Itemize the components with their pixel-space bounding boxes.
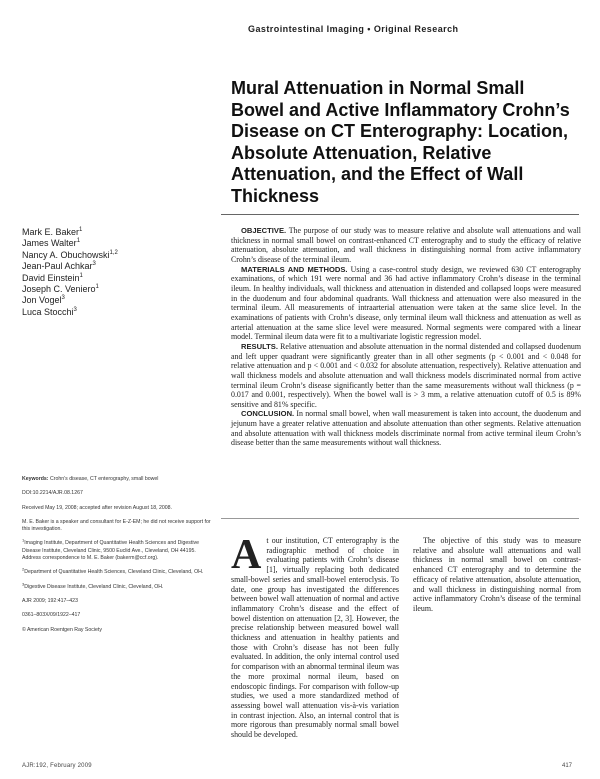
author-item: Jon Vogel$^3$ xyxy=(22,295,65,306)
author-item: Luca Stocchi$^3$ xyxy=(22,306,77,317)
author-item: Joseph C. Veniero$^1$ xyxy=(22,284,99,295)
author-item: Mark E. Baker$^1$ xyxy=(22,227,83,237)
citation: AJR 2009; 192:417–423 xyxy=(22,597,78,604)
body-text xyxy=(231,532,581,748)
author-item: James Walter$^1$ xyxy=(22,238,81,249)
received-dates: Received May 19, 2008; accepted after revision August 18, 2008. xyxy=(22,504,172,511)
abstract-objective: OBJECTIVE. The purpose of our study was to measure relative and absolute wall attenuations and wall thickness in normal small bowel on contrast-enhanced CT enterography and to study the efficacy of relative attenuation, absolute attenuation, and wall thickness in distinguishing normal from active inflammatory Crohn’s disease of the terminal ileum. xyxy=(231,226,581,264)
affiliation-2: $^2$Department of Quantitative Health Sciences, Cleveland Clinic, Cleveland, OH. xyxy=(22,566,204,576)
abstract-results: RESULTS. Relative attenuation and absolute attenuation in the normal distended and collapsed duodenum and left upper quadrant were significantly greater than in all other segments (p < 0.001 and < 0.048 for relative attenuation and p < 0.001 and < 0.032 for absolute attenuation, respectively). Relative attenuation and wall thickness models and absolute attenuation and wall thickness models discriminated normal from active terminal ileum Crohn’s disease significantly better than the same measurements without wall thickness (p = 0.017 and 0.001, respectively). When the bowel wall is > 3 mm, a relative attenuation cutoff of 0.5 is 89% sensitive and 81% specific. xyxy=(231,341,581,409)
author-list xyxy=(22,227,212,318)
author-item: David Einstein$^1$ xyxy=(22,272,83,283)
section-label: Gastrointestinal Imaging • Original Research xyxy=(248,24,459,34)
keywords: Keywords: Crohn’s disease, CT enterography, small bowel xyxy=(22,476,159,482)
body-column-left xyxy=(231,532,399,740)
footer-journal: AJR:192, February 2009 xyxy=(22,763,92,769)
article-title: Mural Attenuation in Normal Small Bowel and Active Inflammatory Crohn’s Disease on CT Enterography: Location, Absolute Attenuation, Relative Attenuation, and the Effect of Wall Thickness xyxy=(231,78,570,206)
intro-paragraph: At our institution, CT enterography is the radiographic method of choice in evaluating patients with Crohn’s disease [1], virtually replacing both dedicated small-bowel series and small-bowel enteroclysis. To date, one group has investigated the differences between bowel wall attenuation of normal and active inflammatory Crohn’s disease and the effect of bowel distention on attenuation [2, 3]. However, the precise relationship between measured bowel wall thickness and attenuation in healthy patients and those with Crohn’s disease has not been fully evaluated. In addition, the only internal control used for comparison with an abnormal terminal ileum was the more proximal normal ileum, based on endoscopic findings. For comparison with follow-up studies, we used a more standardized method of assessing bowel wall attenuation vis-à-vis variation in contrast injection. Also, an internal control that is more rigorous than presumably normal small bowel should be developed. xyxy=(231,532,399,740)
drop-cap: A xyxy=(231,532,262,578)
author-item: Nancy A. Obuchowski$^{1,2}$ xyxy=(22,249,118,260)
abstract-conclusion: CONCLUSION. In normal small bowel, when wall measurement is taken into account, the duodenum and jejunum have a greater relative attenuation and absolute attenuation than other segments. Relative attenuation and absolute attenuation with wall thickness models discriminate normal from active terminal ileum Crohn’s disease better than the same measurements without wall thickness. xyxy=(231,409,581,448)
title-divider xyxy=(221,214,579,215)
abstract-divider xyxy=(221,518,579,519)
doi: DOI:10.2214/AJR.08.1267 xyxy=(22,490,83,497)
page-number: 417 xyxy=(562,763,573,769)
abstract xyxy=(231,226,581,448)
copyright: © American Roentgen Ray Society xyxy=(22,626,102,633)
abstract-methods: MATERIALS AND METHODS. Using a case-control study design, we reviewed 630 CT enterography examinations, of which 191 were normal and 36 had active inflammatory Crohn’s disease in the terminal ileum. In healthy individuals, wall thickness and attenuation in distended and collapsed loops were measured in the duodenum and four abdominal quadrants. Wall thickness and attenuation were also measured in the terminal ileum. All measurements of intraarterial attenuation were taken at the same slice level. In the examinations of patients with Crohn’s disease, only terminal ileum wall thickness and attenuation as well as arterial attenuation at the same slice level were measured. Normal segments were compared with a linear model. Terminal ileum data were fit to a multivariate logistic regression model. xyxy=(231,264,581,342)
affiliation-1: $^1$Imaging Institute, Department of Quantitative Health Sciences and Digestive Disease Institute, Cleveland Clinic, 9500 Euclid Ave., Cleveland, OH 44195. Address correspondence to M. E. Baker (bakerm@ccf.org). xyxy=(22,537,199,562)
affiliation-3: $^3$Digestive Disease Institute, Cleveland Clinic, Cleveland, OH. xyxy=(22,580,164,590)
article-info-sidebar xyxy=(22,476,214,641)
disclosure: M. E. Baker is a speaker and consultant for E-Z-EM; he did not receive support for this investigation. xyxy=(22,518,211,533)
author-item: Jean-Paul Achkar$^3$ xyxy=(22,261,96,272)
issn: 0361–803X/09/1922–417 xyxy=(22,612,81,619)
body-column-right xyxy=(413,536,581,614)
objective-paragraph: The objective of this study was to measure relative and absolute wall attenuations and wall thickness in normal small bowel on contrast-enhanced CT enterography and to determine the efficacy of relative attenuation, absolute attenuation, and wall thickness in distinguishing normal from active inflammatory Crohn’s disease of the terminal ileum. xyxy=(413,536,581,613)
